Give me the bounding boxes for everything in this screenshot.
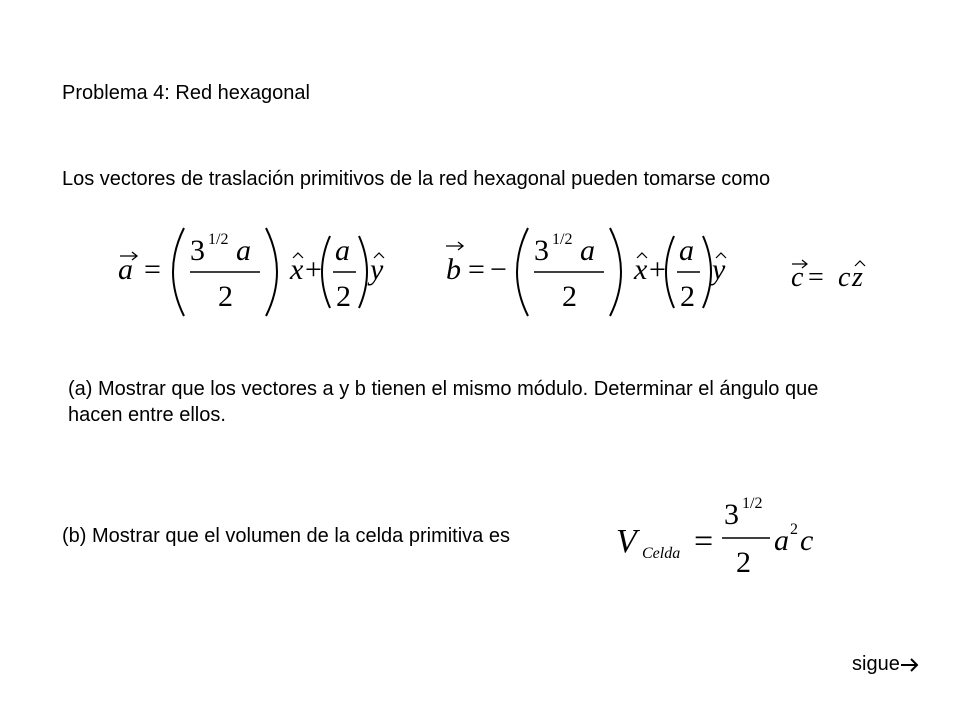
volume-a-exp: 2	[790, 521, 798, 538]
vector-c-unit-z: z	[852, 262, 863, 293]
arrow-right-icon	[900, 657, 920, 673]
volume-c: c	[800, 524, 814, 557]
volume-a: a	[774, 524, 789, 557]
vector-a-num-var: a	[236, 234, 251, 267]
vector-a-equation	[112, 222, 392, 322]
vector-c-equation	[788, 250, 878, 300]
volume-den: 2	[736, 546, 751, 579]
vector-a-unit-y: y	[370, 253, 384, 286]
vector-a-equals: =	[144, 253, 161, 286]
vector-b-num-exp: 1/2	[552, 231, 573, 248]
vector-a-symbol: a	[118, 253, 133, 286]
vector-a-plus: +	[305, 253, 322, 286]
vector-b-frac2-num: a	[679, 234, 694, 267]
vector-b-unit-x: x	[634, 253, 648, 286]
intro-text: Los vectores de traslación primitivos de la red hexagonal pueden tomarse como	[62, 168, 771, 190]
volume-v: V	[616, 523, 637, 560]
problem-title: Problema 4: Red hexagonal	[62, 82, 310, 104]
vector-b-frac2-den: 2	[680, 280, 695, 313]
volume-num-base: 3	[724, 498, 739, 531]
volume-formula	[612, 490, 822, 580]
next-label: sigue	[852, 653, 900, 675]
vector-a-frac2-den: 2	[336, 280, 351, 313]
vector-c-coef: c	[838, 262, 851, 293]
next-link[interactable]	[852, 651, 920, 677]
vector-a-den: 2	[218, 280, 233, 313]
vector-a-unit-x: x	[290, 253, 304, 286]
vector-c-symbol: c	[791, 262, 804, 293]
vector-b-symbol: b	[446, 253, 461, 286]
vector-b-unit-y: y	[712, 253, 726, 286]
vector-b-num-base: 3	[534, 234, 549, 267]
part-a-text: (a) Mostrar que los vectores a y b tienen el mismo módulo. Determinar el ángulo que hacen entre ellos.	[68, 378, 819, 426]
volume-sub: Celda	[642, 545, 681, 562]
vector-b-minus: −	[490, 253, 507, 286]
part-b-text: (b) Mostrar que el volumen de la celda primitiva es	[62, 525, 510, 547]
volume-equals: =	[694, 523, 714, 560]
volume-num-exp: 1/2	[742, 495, 763, 512]
vector-a-frac2-num: a	[335, 234, 350, 267]
vector-b-den: 2	[562, 280, 577, 313]
vector-b-num-var: a	[580, 234, 595, 267]
vector-c-equals: =	[808, 262, 824, 293]
vector-a-num-exp: 1/2	[208, 231, 229, 248]
vector-b-plus: +	[649, 253, 666, 286]
vector-b-equals: =	[468, 253, 485, 286]
vector-b-equation	[442, 222, 732, 322]
vector-a-num-base: 3	[190, 234, 205, 267]
